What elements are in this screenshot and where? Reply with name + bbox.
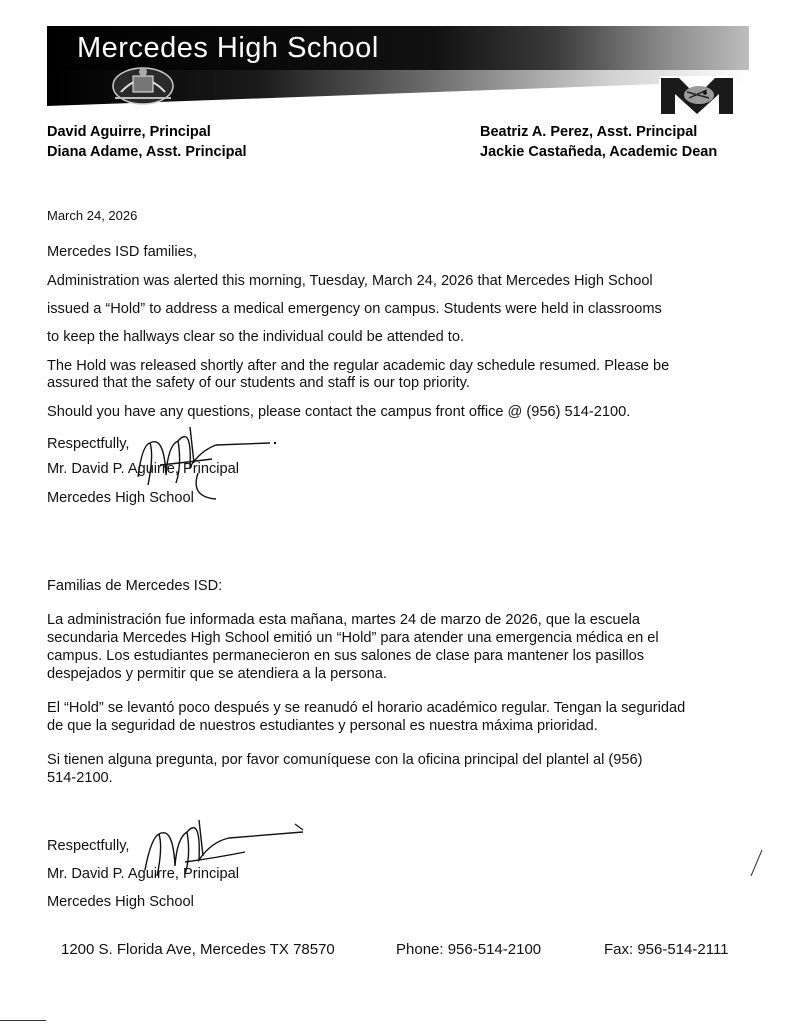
tiger-m-logo-icon bbox=[659, 76, 735, 116]
spanish-signer: Mr. David P. Aguirre, Principal bbox=[47, 866, 239, 882]
spanish-paragraph-1-line: secundaria Mercedes High School emitió un “Hold” para atender una emergencia médica en el bbox=[47, 630, 659, 646]
footer-address: 1200 S. Florida Ave, Mercedes TX 78570 bbox=[61, 941, 335, 958]
spanish-paragraph-2-line: de que la seguridad de nuestros estudiantes y personal es nuestra máxima prioridad. bbox=[47, 718, 598, 734]
school-seal-icon bbox=[107, 62, 179, 106]
english-signer: Mr. David P. Aguirre, Principal bbox=[47, 461, 239, 477]
english-paragraph-1-line: Administration was alerted this morning, Tuesday, March 24, 2026 that Mercedes High School bbox=[47, 273, 653, 289]
asst-principal-name: Beatriz A. Perez, Asst. Principal bbox=[480, 124, 698, 140]
principal-name: David Aguirre, Principal bbox=[47, 124, 211, 140]
school-name: Mercedes High School bbox=[77, 32, 379, 64]
spanish-school: Mercedes High School bbox=[47, 894, 194, 910]
english-paragraph-2-line: The Hold was released shortly after and the regular academic day schedule resumed. Please be bbox=[47, 358, 670, 374]
spanish-paragraph-1-line: La administración fue informada esta mañana, martes 24 de marzo de 2026, que la escuela bbox=[47, 612, 641, 628]
footer-phone: Phone: 956-514-2100 bbox=[396, 941, 542, 958]
spanish-paragraph-1-line: campus. Los estudiantes permanecieron en sus salones de clase para mantener los pasillos bbox=[47, 648, 645, 664]
spanish-paragraph-2-line: El “Hold” se levantó poco después y se reanudó el horario académico regular. Tengan la seguridad bbox=[47, 700, 686, 716]
english-closing: Respectfully, bbox=[47, 436, 130, 452]
english-paragraph-1-line: to keep the hallways clear so the individual could be attended to. bbox=[47, 329, 465, 345]
english-paragraph-1-line: issued a “Hold” to address a medical emergency on campus. Students were held in classrooms bbox=[47, 301, 662, 317]
admin-right bbox=[480, 122, 717, 162]
admin-left bbox=[47, 122, 247, 162]
letter-date: March 24, 2026 bbox=[47, 208, 138, 223]
english-paragraph-3: Should you have any questions, please contact the campus front office @ (956) 514-2100. bbox=[47, 404, 631, 420]
spanish-paragraph-1-line: despejados y permitir que se atendiera a la persona. bbox=[47, 666, 387, 682]
english-paragraph-2-line: assured that the safety of our students and staff is our top priority. bbox=[47, 375, 470, 391]
spanish-paragraph-3-line: 514-2100. bbox=[47, 770, 113, 786]
bottom-scan-edge bbox=[0, 1020, 46, 1021]
header-banner bbox=[47, 26, 749, 112]
scan-mark-icon bbox=[748, 848, 764, 878]
academic-dean-name: Jackie Castañeda, Academic Dean bbox=[480, 144, 718, 160]
english-school: Mercedes High School bbox=[47, 490, 194, 506]
footer-fax: Fax: 956-514-2111 bbox=[604, 941, 729, 958]
spanish-salutation: Familias de Mercedes ISD: bbox=[47, 578, 223, 594]
signature-english bbox=[120, 415, 290, 505]
spanish-closing: Respectfully, bbox=[47, 838, 130, 854]
spanish-paragraph-3-line: Si tienen alguna pregunta, por favor comuníquese con la oficina principal del plantel al (956) bbox=[47, 752, 643, 768]
english-salutation: Mercedes ISD families, bbox=[47, 244, 198, 260]
asst-principal-name: Diana Adame, Asst. Principal bbox=[47, 144, 247, 160]
signature-spanish bbox=[125, 812, 315, 892]
